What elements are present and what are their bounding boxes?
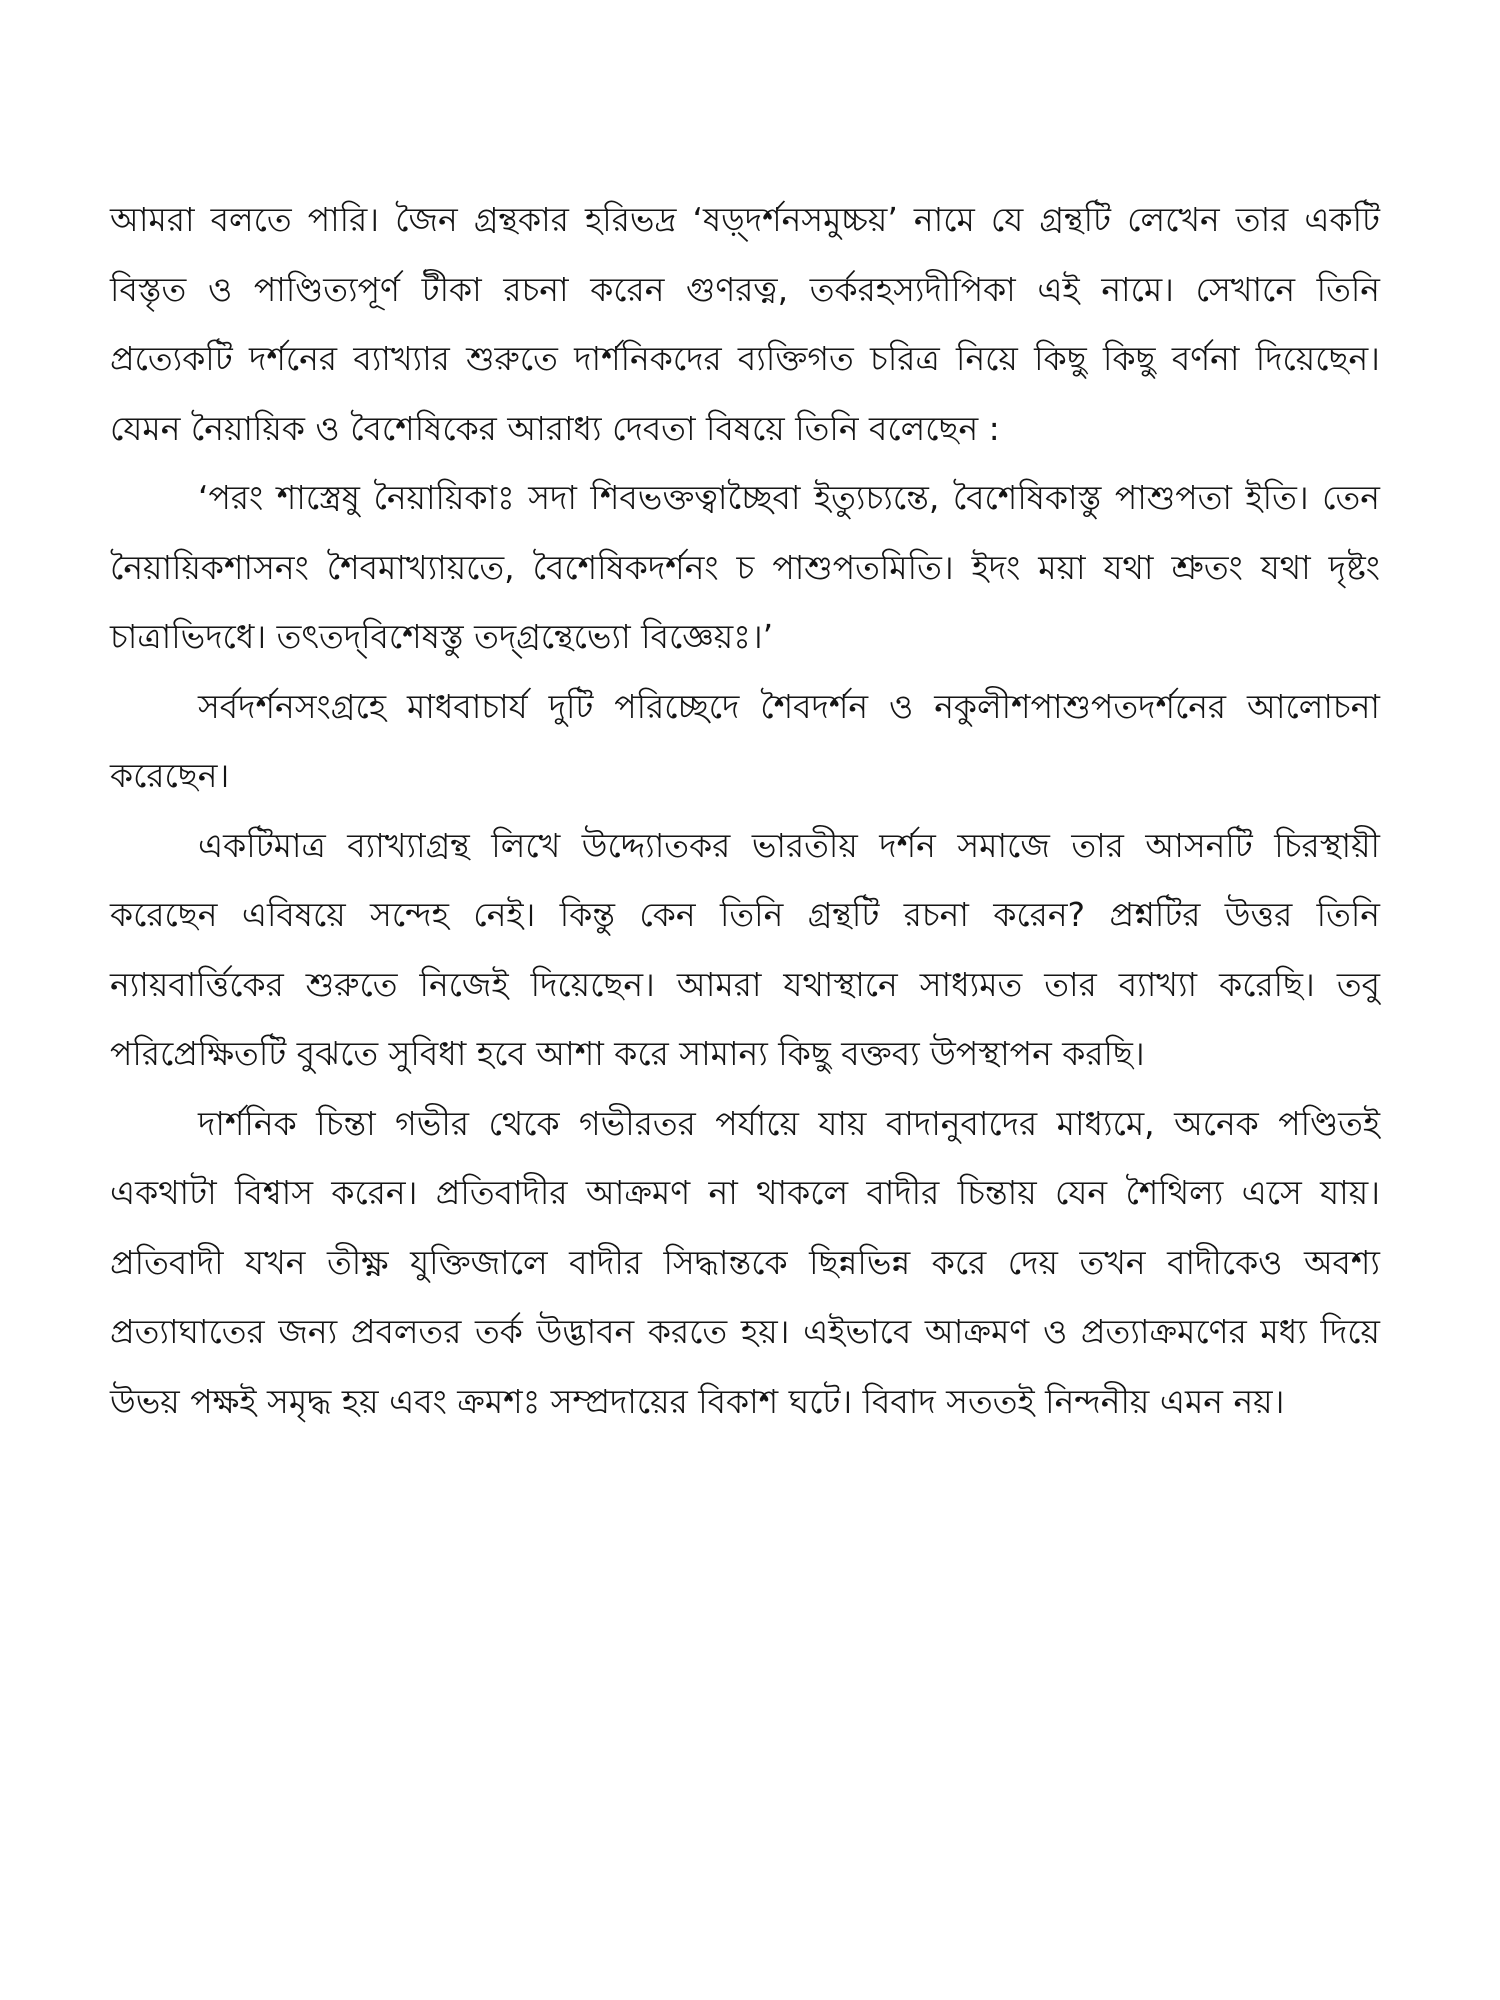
paragraph-sanskrit-quotation: ‘পরং শাস্ত্রেষু নৈয়ায়িকাঃ সদা শিবভক্তত্বাচ্ছৈবা ইত্যুচ্যন্তে, বৈশেষিকাস্তু পাশুপতা ইতি। তেন নৈয়ায়িকশাসনং শৈবমাখ্যায়তে, বৈশেষিকদর্শনং চ পাশুপতমিতি। ইদং ময়া যথা শ্রুতং যথা দৃষ্টং চাত্রাভিদধে। তৎতদ্‌বিশেষস্তু তদ্‌গ্রন্থেভ্যো বিজ্ঞেয়ঃ।’ bbox=[110, 478, 1380, 656]
paragraph-debate: দার্শনিক চিন্তা গভীর থেকে গভীরতর পর্যায়ে যায় বাদানুবাদের মাধ্যমে, অনেক পণ্ডিতই একথাটা বিশ্বাস করেন। প্রতিবাদীর আক্রমণ না থাকলে বাদীর চিন্তায় যেন শৈথিল্য এসে যায়। প্রতিবাদী যখন তীক্ষ্ণ যুক্তিজালে বাদীর সিদ্ধান্তকে ছিন্নভিন্ন করে দেয় তখন বাদীকেও অবশ্য প্রত্যাঘাতের জন্য প্রবলতর তর্ক উদ্ভাবন করতে হয়। এইভাবে আক্রমণ ও প্রত্যাক্রমণের মধ্য দিয়ে উভয় পক্ষই সমৃদ্ধ হয় এবং ক্রমশঃ সম্প্রদায়ের বিকাশ ঘটে। বিবাদ সততই নিন্দনীয় এমন নয়। bbox=[110, 1103, 1380, 1421]
book-page-body bbox=[110, 185, 1380, 1436]
paragraph-uddyotakara: একটিমাত্র ব্যাখ্যাগ্রন্থ লিখে উদ্দ্যোতকর ভারতীয় দর্শন সমাজে তার আসনটি চিরস্থায়ী করেছেন এবিষয়ে সন্দেহ নেই। কিন্তু কেন তিনি গ্রন্থটি রচনা করেন? প্রশ্নটির উত্তর তিনি ন্যায়বার্ত্তিকের শুরুতে নিজেই দিয়েছেন। আমরা যথাস্থানে সাধ্যমত তার ব্যাখ্যা করেছি। তবু পরিপ্রেক্ষিতটি বুঝতে সুবিধা হবে আশা করে সামান্য কিছু বক্তব্য উপস্থাপন করছি। bbox=[110, 825, 1380, 1073]
paragraph-jain-commentary: আমরা বলতে পারি। জৈন গ্রন্থকার হরিভদ্র ‘ষড়্‌দর্শনসমুচ্চয়’ নামে যে গ্রন্থটি লেখেন তার একটি বিস্তৃত ও পাণ্ডিত্যপূর্ণ টীকা রচনা করেন গুণরত্ন, তর্করহস্যদীপিকা এই নামে। সেখানে তিনি প্রত্যেকটি দর্শনের ব্যাখ্যার শুরুতে দার্শনিকদের ব্যক্তিগত চরিত্র নিয়ে কিছু কিছু বর্ণনা দিয়েছেন। যেমন নৈয়ায়িক ও বৈশেষিকের আরাধ্য দেবতা বিষয়ে তিনি বলেছেন : bbox=[110, 200, 1380, 448]
paragraph-sarvadarshana: সর্বদর্শনসংগ্রহে মাধবাচার্য দুটি পরিচ্ছেদে শৈবদর্শন ও নকুলীশপাশুপতদর্শনের আলোচনা করেছেন। bbox=[110, 686, 1380, 795]
